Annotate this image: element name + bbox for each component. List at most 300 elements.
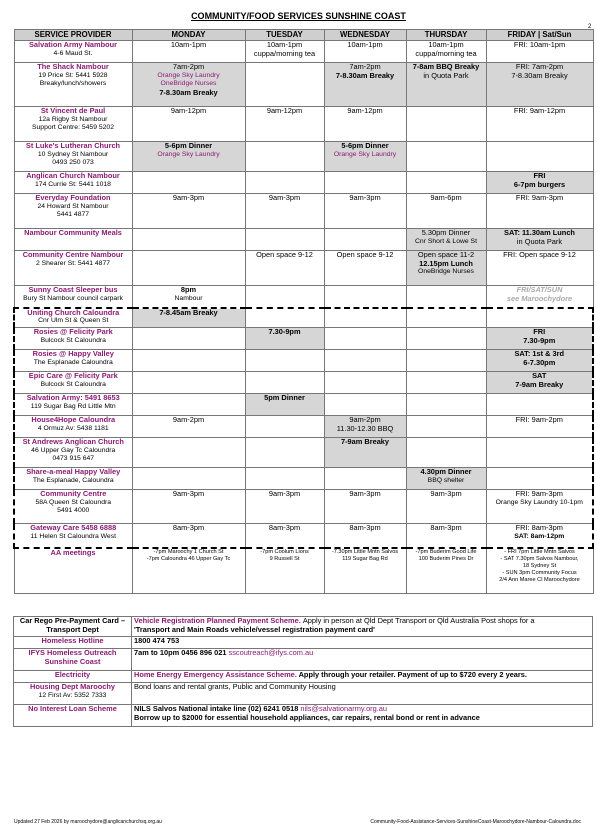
cell-tue <box>245 251 324 286</box>
cell-text: in Quota Park <box>516 236 563 246</box>
table-row <box>14 308 593 328</box>
cell-text: 9am-3pm <box>268 193 301 202</box>
cell-text: 5-6pm Dinner <box>164 141 213 150</box>
services-table <box>13 29 594 594</box>
cell-wed <box>324 350 406 372</box>
cell-mon <box>132 524 245 548</box>
header-thursday: THURSDAY <box>406 30 486 41</box>
cell-text: 7-9am Breaky <box>515 379 564 389</box>
service-name: Homeless Hotline <box>41 636 104 645</box>
cell-wed <box>324 251 406 286</box>
cell-thu <box>406 328 486 350</box>
cell-thu <box>406 63 486 107</box>
cell-mon <box>132 394 245 416</box>
cell-text: Nambour <box>174 294 203 302</box>
cell-text: 5-6pm Dinner <box>341 141 389 150</box>
cell-text: 9am-12pm <box>266 106 303 115</box>
cell-tue <box>245 41 324 63</box>
table-row <box>14 229 593 251</box>
cell-text: OneBridge Nurses <box>418 268 474 275</box>
service-text: Borrow up to $2000 for essential household appliances, car repairs, rental bond or rent in advance <box>134 712 480 722</box>
table-row <box>14 416 593 438</box>
cell-thu <box>406 394 486 416</box>
cell-mon <box>132 350 245 372</box>
cell-text: 11.30-12.30 BBQ <box>336 423 394 433</box>
cell-thu <box>406 107 486 142</box>
provider-name: Epic Care @ Felicity Park <box>28 371 118 380</box>
provider-cell <box>14 308 132 328</box>
provider-cell <box>14 548 132 594</box>
cell-text: 7-8.30am Breaky <box>159 87 218 97</box>
provider-name: St Vincent de Paul <box>40 106 106 115</box>
cell-text: FRI: 9am-12pm <box>513 106 566 115</box>
cell-text: - SAT 7.30pm Salvos Nambour, <box>500 555 579 562</box>
cell-text: see Maroochydore <box>506 293 573 303</box>
cell-text: 4.30pm Dinner <box>420 467 472 476</box>
cell-wed <box>324 416 406 438</box>
cell-fri <box>486 107 593 142</box>
service-text: Apply in person at Qld Dept Transport or Qld Australia Post shops for a <box>302 616 535 625</box>
cell-text: 2 Shearer St: 5441 4877 <box>35 259 111 267</box>
aa-cell-tue <box>245 548 324 594</box>
cell-text: Orange Sky Laundry <box>157 150 220 158</box>
cell-fri <box>486 468 593 490</box>
provider-cell <box>14 490 132 524</box>
cell-text: OneBridge Nurses <box>160 80 217 87</box>
provider-name: Gateway Care 5458 6888 <box>30 523 117 532</box>
cell-text: Cnr Ulm St & Queen St <box>38 317 109 324</box>
cell-text: in Quota Park <box>423 70 469 80</box>
provider-name: Salvation Army Nambour <box>28 40 118 49</box>
cell-tue <box>245 328 324 350</box>
cell-text: Bulcock St Caloundra <box>40 336 106 344</box>
cell-text: 0473 915 647 <box>52 455 95 462</box>
cell-mon <box>132 286 245 308</box>
cell-tue <box>245 286 324 308</box>
cell-thu <box>406 350 486 372</box>
cell-text: 119 Sugar Bag Rd Little Mtn <box>30 402 116 410</box>
service-name-cell <box>14 637 132 649</box>
cell-wed <box>324 107 406 142</box>
cell-fri <box>486 229 593 251</box>
cell-wed <box>324 142 406 172</box>
cell-text: -7pm Buderim Good Life <box>415 548 477 555</box>
cell-text: 9am-3pm <box>349 489 381 498</box>
header-friday: FRIDAY | Sat/Sun <box>486 30 593 41</box>
table-row <box>14 172 593 194</box>
cell-thu <box>406 416 486 438</box>
service-name: Electricity <box>54 670 91 679</box>
aa-cell-wed <box>324 548 406 594</box>
cell-mon <box>132 416 245 438</box>
provider-cell <box>14 251 132 286</box>
service-name-cell <box>14 617 132 637</box>
cell-tue <box>245 63 324 107</box>
header-provider: SERVICE PROVIDER <box>14 30 132 41</box>
cell-thu <box>406 438 486 468</box>
cell-fri <box>486 328 593 350</box>
cell-text: 7-8.30am Breaky <box>511 70 568 80</box>
provider-cell <box>14 394 132 416</box>
table-row <box>14 194 593 229</box>
footer-filename: Community-Food-Assistance-Services-SunshineCoast-Maroochydore-Nambour-Caloundra.doc <box>370 819 581 825</box>
cell-text: 10am-1pm <box>266 40 303 49</box>
cell-thu <box>406 142 486 172</box>
provider-cell <box>14 286 132 308</box>
service-row <box>14 617 593 637</box>
provider-cell <box>14 350 132 372</box>
cell-fri <box>486 41 593 63</box>
cell-text: SAT: 1st & 3rd <box>514 349 565 358</box>
header-tuesday: TUESDAY <box>245 30 324 41</box>
table-row <box>14 350 593 372</box>
service-name-cell <box>14 683 132 705</box>
provider-name: Uniting Church Caloundra <box>27 307 120 317</box>
provider-cell <box>14 416 132 438</box>
cell-text: 58A Queen St Caloundra <box>35 498 112 506</box>
cell-text: 7-9am Breaky <box>340 437 390 446</box>
provider-cell <box>14 372 132 394</box>
table-row <box>14 142 593 172</box>
cell-text: -7pm Caloundra 46 Upper Gay Tc <box>146 555 231 562</box>
service-lead: Vehicle Registration Planned Payment Scheme. <box>134 616 303 625</box>
cell-thu <box>406 172 486 194</box>
cell-text: 8am-3pm <box>172 523 205 532</box>
aa-cell-thu <box>406 548 486 594</box>
cell-fri <box>486 142 593 172</box>
page-title: COMMUNITY/FOOD SERVICES SUNSHINE COAST <box>191 11 406 21</box>
cell-text: Orange Sky Laundry 10-1pm <box>495 498 583 506</box>
cell-fri <box>486 394 593 416</box>
cell-text: -7.30pm Little Mntn Salvos <box>331 548 399 555</box>
cell-mon <box>132 251 245 286</box>
cell-mon <box>132 142 245 172</box>
service-name: Housing Dept Maroochy <box>30 682 115 691</box>
cell-text: 9am-3pm <box>172 489 205 498</box>
cell-wed <box>324 438 406 468</box>
cell-mon <box>132 107 245 142</box>
table-row <box>14 328 593 350</box>
service-text: Apply through your retailer. Payment of up to $720 every 2 years. <box>298 670 527 679</box>
provider-cell <box>14 41 132 63</box>
cell-text: FRI/SAT/SUN <box>516 285 563 294</box>
cell-text: FRI: 9am-3pm <box>515 193 564 202</box>
provider-name: Rosies @ Happy Valley <box>32 349 114 358</box>
cell-text: 9am-12pm <box>347 106 383 115</box>
provider-cell <box>14 194 132 229</box>
cell-text: 9am-3pm <box>349 193 381 202</box>
cell-text: FRI <box>533 327 546 336</box>
cell-thu <box>406 490 486 524</box>
cell-text: 5pm Dinner <box>264 393 305 402</box>
cell-wed <box>324 172 406 194</box>
cell-text: 7.30-9pm <box>523 335 556 345</box>
cell-text: 119 Sugar Bag Rd <box>342 555 388 562</box>
cell-text: 5.30pm Dinner <box>421 228 471 237</box>
cell-text: 7-8.45am Breaky <box>159 307 218 317</box>
cell-text: FRI: 8am-3pm <box>515 523 563 532</box>
cell-text: 7am-2pm <box>172 62 205 71</box>
cell-thu <box>406 308 486 328</box>
cell-text: 6-7.30pm <box>523 357 556 367</box>
cell-mon <box>132 438 245 468</box>
cell-thu <box>406 524 486 548</box>
provider-name: Sunny Coast Sleeper bus <box>28 285 118 294</box>
cell-text: FRI: 7am-2pm <box>515 62 564 71</box>
table-row <box>14 41 593 63</box>
cell-fri <box>486 63 593 107</box>
cell-text: 19 Price St: 5441 5928 <box>38 71 108 79</box>
table-row <box>14 524 593 548</box>
cell-tue <box>245 229 324 251</box>
cell-tue <box>245 490 324 524</box>
cell-thu <box>406 251 486 286</box>
cell-text: 10 Sydney St Nambour <box>37 150 109 158</box>
cell-text: BBQ shelter <box>427 476 465 484</box>
cell-text: 12a Rigby St Nambour <box>38 115 108 123</box>
cell-wed <box>324 328 406 350</box>
cell-text: 9am-2pm <box>349 415 381 424</box>
aa-meetings-row <box>14 548 593 594</box>
cell-wed <box>324 286 406 308</box>
provider-name: St Luke's Lutheran Church <box>25 141 121 150</box>
cell-text: 10am-1pm <box>347 40 383 49</box>
table-header-row <box>14 30 593 41</box>
cell-fri <box>486 308 593 328</box>
cell-text: 6-7pm burgers <box>513 179 566 189</box>
service-text: sscoutreach@ifys.com.au <box>228 648 314 657</box>
service-lead: Home Energy Emergency Assistance Scheme. <box>134 670 299 679</box>
table-row <box>14 63 593 107</box>
cell-text: 8am-3pm <box>268 523 301 532</box>
cell-text: The Esplanade Caloundra <box>33 358 113 366</box>
cell-fri <box>486 172 593 194</box>
provider-name: Nambour Community Meals <box>24 228 122 237</box>
cell-text: 9am-12pm <box>170 106 207 115</box>
other-services-table <box>13 616 593 727</box>
service-name: IFYS Homeless Outreach Sunshine Coast <box>28 648 117 666</box>
provider-name: Share-a-meal Happy Valley <box>26 467 121 476</box>
cell-mon <box>132 468 245 490</box>
cell-text: Support Centre: 5459 5202 <box>31 124 114 131</box>
cell-text: Bury St Nambour council carpark <box>23 294 123 302</box>
service-name-cell <box>14 671 132 683</box>
cell-mon <box>132 41 245 63</box>
cell-text: 8am-3pm <box>430 523 462 532</box>
cell-text: 12.15pm Lunch <box>419 258 473 268</box>
cell-wed <box>324 308 406 328</box>
cell-tue <box>245 172 324 194</box>
cell-fri <box>486 416 593 438</box>
cell-text: -7pm Coolum Lions <box>260 548 309 555</box>
provider-name: House4Hope Caloundra <box>31 415 116 424</box>
cell-text: Orange Sky Laundry <box>333 150 397 158</box>
cell-text: Orange Sky Laundry <box>157 71 220 79</box>
cell-text: cuppa/morning tea <box>253 48 316 58</box>
aa-cell-fri <box>486 548 593 594</box>
table-row <box>14 438 593 468</box>
cell-wed <box>324 490 406 524</box>
service-text: Bond loans and rental grants, Public and Community Housing <box>134 682 336 691</box>
service-row <box>14 649 593 671</box>
cell-text: 4-6 Maud St. <box>53 49 93 57</box>
provider-cell <box>14 229 132 251</box>
header-monday: MONDAY <box>132 30 245 41</box>
header-wednesday: WEDNESDAY <box>324 30 406 41</box>
service-row <box>14 637 593 649</box>
provider-cell <box>14 328 132 350</box>
cell-text: Open space 9-12 <box>336 250 394 259</box>
table-row <box>14 372 593 394</box>
cell-text: 4 Ormuz Av: 5438 1181 <box>37 424 109 432</box>
service-detail-cell <box>132 617 593 637</box>
cell-text: 8pm <box>180 285 197 294</box>
cell-text: - SUN 3pm Community Focus <box>502 569 577 576</box>
cell-text: 8am-3pm <box>349 523 381 532</box>
cell-tue <box>245 350 324 372</box>
cell-text: 9 Russell St <box>269 555 300 562</box>
cell-text: Open space 11-2 <box>417 250 475 259</box>
provider-name: The Shack Nambour <box>37 62 109 71</box>
provider-name: Everyday Foundation <box>35 193 111 202</box>
service-text: NILS Salvos National intake line (02) 6241 0518 <box>134 704 301 713</box>
cell-mon <box>132 172 245 194</box>
service-name: No Interest Loan Scheme <box>28 704 117 713</box>
cell-thu <box>406 286 486 308</box>
cell-tue <box>245 438 324 468</box>
cell-fri <box>486 490 593 524</box>
service-detail-cell <box>132 637 593 649</box>
service-text: 'Transport and Main Roads vehicle/vessel registration payment card' <box>134 624 375 634</box>
cell-text: 0493 250 073 <box>52 159 94 166</box>
cell-fri <box>486 350 593 372</box>
cell-text: 9am-6pm <box>430 193 462 202</box>
cell-text: SAT: 8am-12pm <box>514 532 565 540</box>
cell-text: Open space 9-12 <box>256 250 313 259</box>
table-row <box>14 490 593 524</box>
cell-wed <box>324 468 406 490</box>
cell-text: 7-8.30am Breaky <box>335 70 395 80</box>
cell-text: 11 Helen St Caloundra West <box>30 532 116 540</box>
cell-wed <box>324 41 406 63</box>
provider-name: Community Centre <box>40 489 107 498</box>
cell-text: cuppa/morning tea <box>415 48 477 58</box>
provider-cell <box>14 468 132 490</box>
service-detail-cell <box>132 671 593 683</box>
service-detail-cell <box>132 705 593 727</box>
cell-thu <box>406 194 486 229</box>
cell-tue <box>245 524 324 548</box>
service-text: nils@salvationarmy.org.au <box>300 704 388 713</box>
cell-text: FRI: Open space 9-12 <box>503 250 576 259</box>
cell-text: 24 Howard St Nambour <box>37 202 109 210</box>
cell-tue <box>245 468 324 490</box>
cell-wed <box>324 63 406 107</box>
provider-name: Salvation Army: 5491 8653 <box>26 393 120 402</box>
cell-wed <box>324 394 406 416</box>
provider-name: AA meetings <box>50 547 96 557</box>
aa-cell-mon <box>132 548 245 594</box>
cell-tue <box>245 142 324 172</box>
provider-cell <box>14 107 132 142</box>
cell-text: 9am-3pm <box>172 193 205 202</box>
cell-text: 5441 4877 <box>56 211 90 218</box>
cell-text: SAT <box>532 371 547 380</box>
cell-fri <box>486 286 593 308</box>
cell-text: 10am-1pm <box>428 40 464 49</box>
cell-fri <box>486 251 593 286</box>
service-row <box>14 705 593 727</box>
cell-wed <box>324 372 406 394</box>
cell-fri <box>486 372 593 394</box>
service-detail-cell <box>132 683 593 705</box>
cell-text: 9am-3pm <box>430 489 462 498</box>
cell-wed <box>324 194 406 229</box>
service-detail-cell <box>132 649 593 671</box>
cell-wed <box>324 524 406 548</box>
provider-cell <box>14 63 132 107</box>
cell-text: 5491 4000 <box>57 507 90 514</box>
cell-thu <box>406 41 486 63</box>
cell-mon <box>132 194 245 229</box>
cell-text: The Esplanade, Caloundra <box>32 476 114 484</box>
cell-text: Cnr Short & Lowe St <box>415 237 477 245</box>
cell-thu <box>406 372 486 394</box>
cell-text: 100 Buderim Pines Dr <box>418 555 474 562</box>
cell-tue <box>245 308 324 328</box>
cell-text: 9am-3pm <box>268 489 301 498</box>
cell-text: 7am-2pm <box>349 62 381 71</box>
cell-text: -7pm Maroochy 1 Church St <box>153 548 224 555</box>
cell-text: Breaky/lunch/showers <box>39 80 107 87</box>
cell-text: 10am-1pm <box>170 40 207 49</box>
cell-text: 174 Currie St: 5441 1018 <box>35 180 111 188</box>
provider-cell <box>14 438 132 468</box>
cell-mon <box>132 308 245 328</box>
provider-name: Community Centre Nambour <box>22 250 124 259</box>
service-text: 7am to 10pm 0456 896 021 <box>134 648 229 657</box>
cell-thu <box>406 468 486 490</box>
cell-tue <box>245 416 324 438</box>
cell-thu <box>406 229 486 251</box>
cell-tue <box>245 394 324 416</box>
cell-mon <box>132 328 245 350</box>
service-name-cell <box>14 705 132 727</box>
cell-mon <box>132 229 245 251</box>
cell-tue <box>245 107 324 142</box>
table-row <box>14 468 593 490</box>
cell-wed <box>324 229 406 251</box>
provider-cell <box>14 172 132 194</box>
cell-mon <box>132 372 245 394</box>
service-text: 1800 474 753 <box>134 636 180 645</box>
cell-fri <box>486 438 593 468</box>
cell-tue <box>245 372 324 394</box>
cell-text: 46 Upper Gay Tc Caloundra <box>31 446 116 454</box>
table-row <box>14 251 593 286</box>
cell-text: 12 First Av: 5352 7333 <box>38 691 107 699</box>
cell-text: 9am-2pm <box>172 415 205 424</box>
footer-updated: Updated 27 Feb 2026 by maroochydore@anglicanchurchsq.org.au <box>14 819 162 825</box>
cell-text: 7.30-9pm <box>268 327 301 336</box>
cell-mon <box>132 490 245 524</box>
service-row <box>14 683 593 705</box>
cell-mon <box>132 63 245 107</box>
table-row <box>14 286 593 308</box>
service-name-cell <box>14 649 132 671</box>
service-row <box>14 671 593 683</box>
cell-text: Bulcock St Caloundra <box>40 380 106 388</box>
